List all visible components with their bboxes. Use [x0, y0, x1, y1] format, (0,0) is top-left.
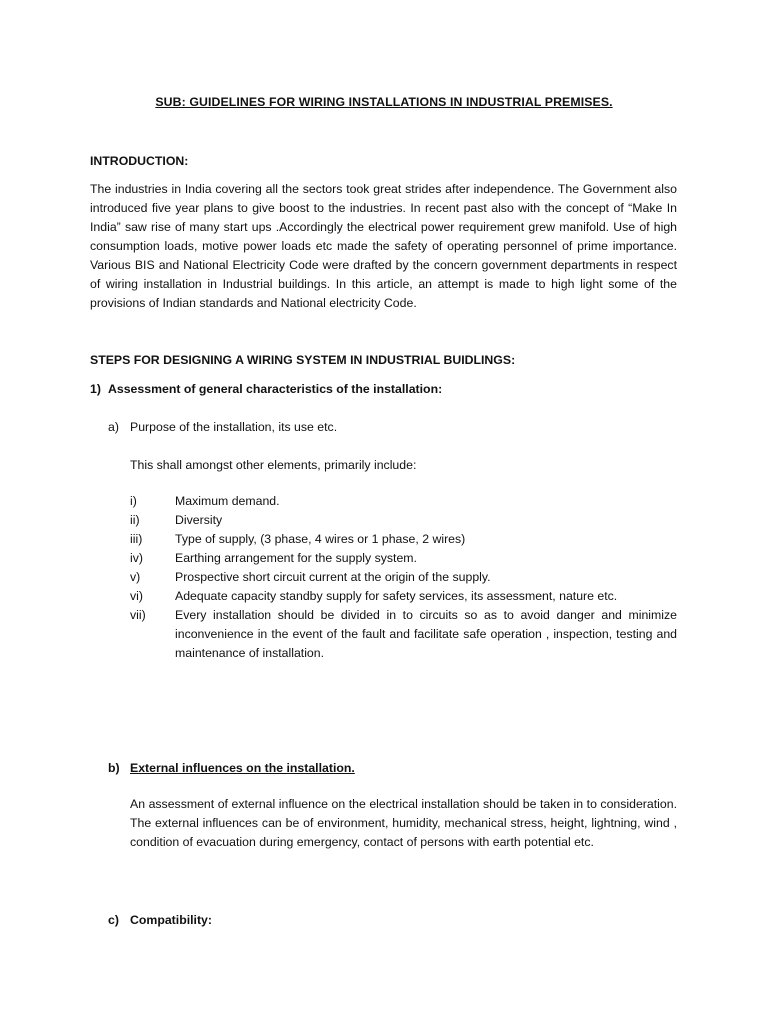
list-item-marker: vi): [130, 589, 143, 603]
item-a-label: Purpose of the installation, its use etc.: [130, 420, 338, 434]
list-item-marker: vii): [130, 608, 146, 622]
document-title: SUB: GUIDELINES FOR WIRING INSTALLATIONS IN INDUSTRIAL PREMISES.: [155, 95, 613, 109]
item-a-lead: This shall amongst other elements, primarily include:: [130, 458, 417, 472]
list-item-text: Diversity: [175, 513, 223, 527]
item-1-label: Assessment of general characteristics of the installation:: [108, 382, 443, 396]
list-item-text: Prospective short circuit current at the origin of the supply.: [175, 570, 491, 584]
introduction-heading: INTRODUCTION:: [90, 154, 189, 168]
list-item-marker: i): [130, 494, 137, 508]
item-a-marker: a): [108, 420, 119, 434]
list-item-marker: v): [130, 570, 141, 584]
list-item-text: Type of supply, (3 phase, 4 wires or 1 phase, 2 wires): [175, 532, 466, 546]
item-b-label: External influences on the installation.: [130, 761, 355, 775]
list-item-text: Maximum demand.: [175, 494, 280, 508]
list-item-marker: ii): [130, 513, 140, 527]
steps-heading: STEPS FOR DESIGNING A WIRING SYSTEM IN INDUSTRIAL BUIDLINGS:: [90, 353, 516, 367]
list-item-text: Every installation should be divided in to circuits so as to avoid danger and minimize inconvenience in the event of the fault and facilitate safe operation , inspection, testing and maintenance of installation.: [175, 608, 677, 660]
list-item-text: Earthing arrangement for the supply system.: [175, 551, 417, 565]
item-b-paragraph: An assessment of external influence on the electrical installation should be taken in to consideration. The external influences can be of environment, humidity, mechanical stress, height, lightning, wind , condition of evacuation during emergency, contact of persons with earth potential etc.: [130, 797, 677, 849]
list-item-marker: iii): [130, 532, 143, 546]
list-item-text: Adequate capacity standby supply for safety services, its assessment, nature etc.: [175, 589, 618, 603]
item-b-marker: b): [108, 761, 120, 775]
item-c-label: Compatibility:: [130, 913, 212, 927]
item-c-marker: c): [108, 913, 119, 927]
list-item-marker: iv): [130, 551, 143, 565]
item-1-number: 1): [90, 382, 101, 396]
introduction-paragraph: The industries in India covering all the sectors took great strides after independence. The Government also introduced five year plans to give boost to the industries. In recent past also with the concept of “Make In India” saw rise of many start ups .Accordingly the electrical power requirement grew manifold. Use of high consumption loads, motive power loads etc made the safety of operating personnel of prime importance. Various BIS and National Electricity Code were drafted by the concern government departments in respect of wiring installation in Industrial buildings. In this article, an attempt is made to high light some of the provisions of Indian standards and National electricity Code.: [90, 182, 677, 310]
